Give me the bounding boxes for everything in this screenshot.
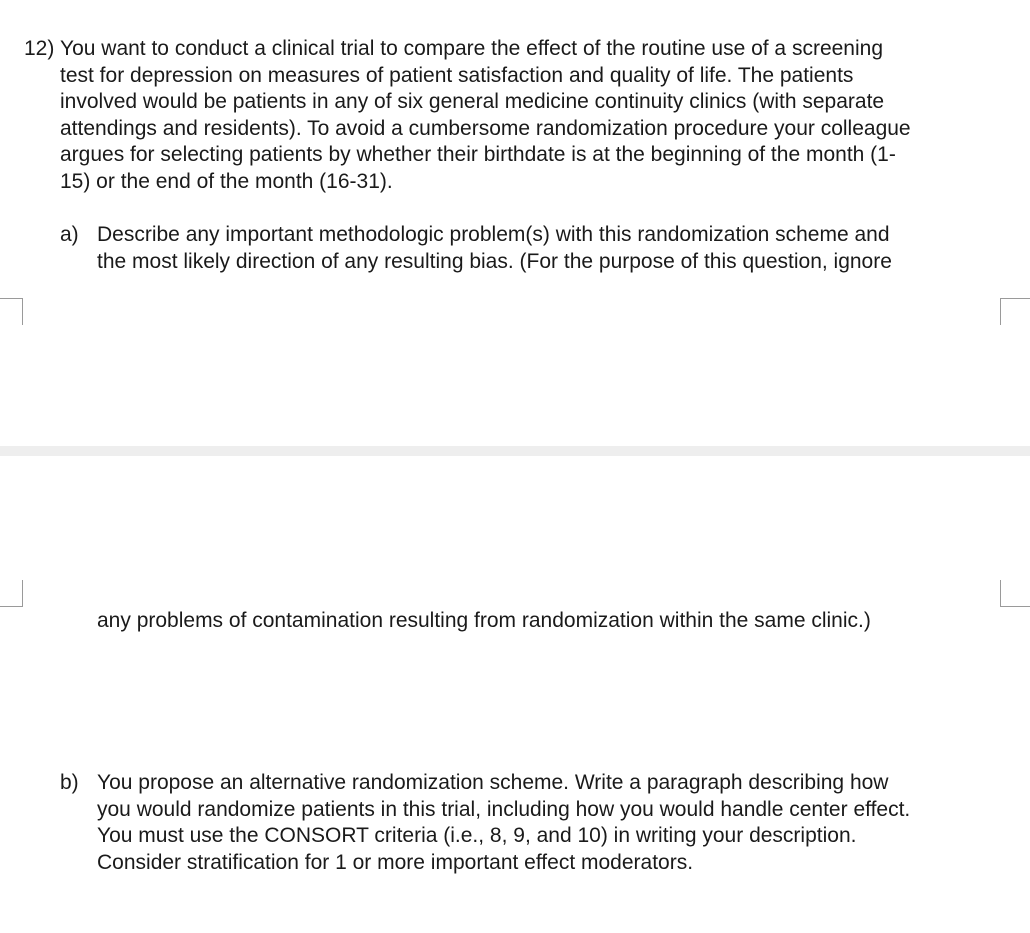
margin-corner-mark-top-right (1000, 298, 1030, 325)
part-b-label: b) (60, 771, 79, 794)
question-line: You want to conduct a clinical trial to compare the effect of the routine use of a screening (60, 37, 883, 60)
part-b-line: you would randomize patients in this trial, including how you would handle center effect. (97, 797, 911, 821)
part-b-line: You must use the CONSORT criteria (i.e., 8, 9, and 10) in writing your description. (97, 824, 857, 847)
question-number: 12) (24, 37, 55, 60)
question-line: involved would be patients in any of six general medicine continuity clinics (with separate (60, 90, 885, 113)
margin-corner-mark-top-left (0, 298, 23, 325)
part-b-line: You propose an alternative randomization scheme. Write a paragraph describing how (97, 771, 889, 794)
part-a-continuation: any problems of contamination resulting from randomization within the same clinic.) (97, 609, 871, 632)
part-a-line: the most likely direction of any resulting bias. (For the purpose of this question, ignore (97, 249, 892, 273)
margin-corner-mark-bottom-right (1000, 580, 1030, 607)
part-b-line: Consider stratification for 1 or more important effect moderators. (97, 850, 694, 874)
question-line: test for depression on measures of patient satisfaction and quality of life. The patients (60, 63, 854, 87)
margin-corner-mark-bottom-left (0, 580, 23, 607)
page-break (0, 446, 1030, 456)
question-line: attendings and residents). To avoid a cumbersome randomization procedure your colleague (60, 116, 911, 140)
part-a-label: a) (60, 223, 79, 246)
part-a-line: Describe any important methodologic problem(s) with this randomization scheme and (97, 223, 890, 246)
question-line: argues for selecting patients by whether their birthdate is at the beginning of the month (1- (60, 143, 896, 166)
question-line: 15) or the end of the month (16-31). (60, 169, 393, 193)
